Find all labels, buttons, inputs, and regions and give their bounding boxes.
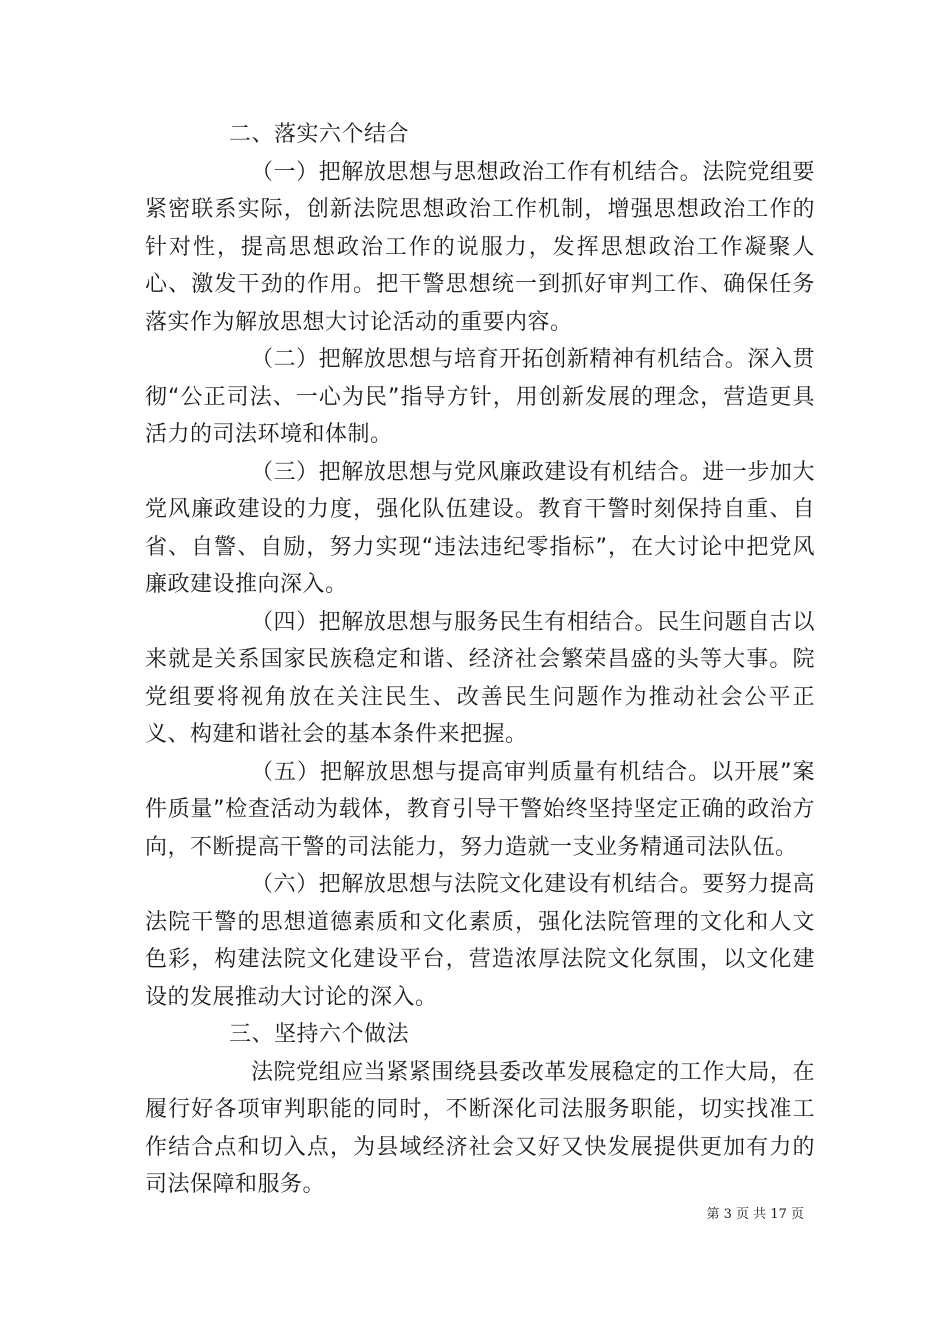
page-number: 第 3 页 共 17 页	[706, 1207, 804, 1222]
section-heading-2: 二、落实六个结合	[229, 122, 410, 147]
paragraph-5: （五）把解放思想与提高审判质量有机结合。以开展”案件质量”检查活动为载体，教育引导干警始终坚持坚定正确的政治方向，不断提高干警的司法能力，努力造就一支业务精通司法队伍。	[145, 759, 815, 860]
paragraph-1: （一）把解放思想与思想政治工作有机结合。法院党组要紧密联系实际，创新法院思想政治工作机制，增强思想政治工作的针对性，提高思想政治工作的说服力，发挥思想政治工作凝聚人心、激发干劲的作用。把干警思想统一到抓好审判工作、确保任务落实作为解放思想大讨论活动的重要内容。	[145, 159, 815, 335]
paragraph-3: （三）把解放思想与党风廉政建设有机结合。进一步加大党风廉政建设的力度，强化队伍建设。教育干警时刻保持自重、自省、自警、自励，努力实现“违法违纪零指标”，在大讨论中把党风廉政建设推向深入。	[145, 459, 815, 597]
document-body	[145, 116, 815, 1204]
paragraph-7: 法院党组应当紧紧围绕县委改革发展稳定的工作大局，在履行好各项审判职能的同时，不断深化司法服务职能，切实找准工作结合点和切入点，为县域经济社会又好又快发展提供更加有力的司法保障和服务。	[145, 1059, 815, 1197]
paragraph-2: （二）把解放思想与培育开拓创新精神有机结合。深入贯彻“公正司法、一心为民”指导方针，用创新发展的理念，营造更具活力的司法环境和体制。	[145, 347, 815, 447]
paragraph-6: （六）把解放思想与法院文化建设有机结合。要努力提高法院干警的思想道德素质和文化素质，强化法院管理的文化和人文色彩，构建法院文化建设平台，营造浓厚法院文化氛围，以文化建设的发展推动大讨论的深入。	[145, 872, 815, 1010]
section-heading-3: 三、坚持六个做法	[229, 1022, 410, 1047]
paragraph-4: （四）把解放思想与服务民生有相结合。民生问题自古以来就是关系国家民族稳定和谐、经济社会繁荣昌盛的头等大事。院党组要将视角放在关注民生、改善民生问题作为推动社会公平正义、构建和谐社会的基本条件来把握。	[145, 609, 815, 747]
